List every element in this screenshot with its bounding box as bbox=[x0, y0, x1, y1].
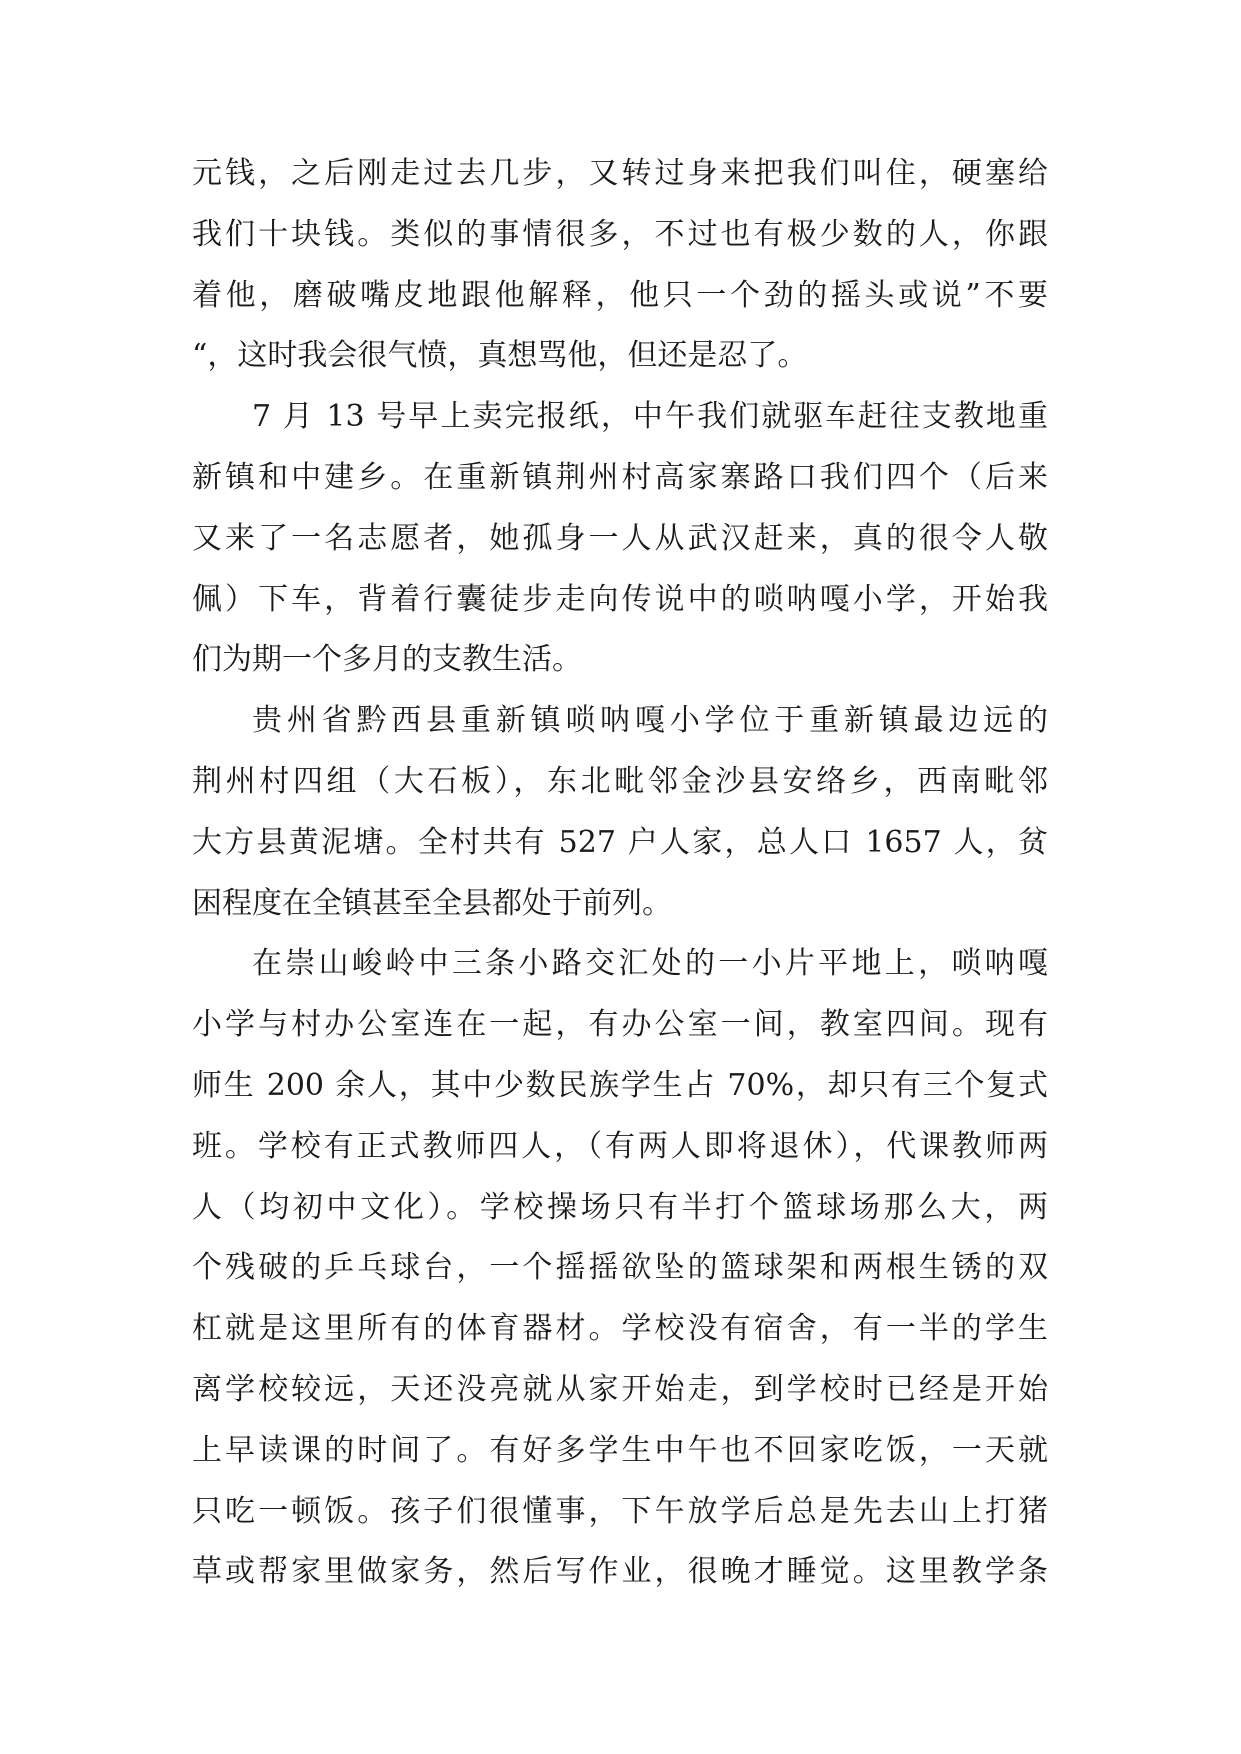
text-line: 大方县黄泥塘。全村共有 527 户人家，总人口 1657 人，贫 bbox=[192, 824, 1048, 860]
text-line: 又来了一名志愿者，她孤身一人从武汉赶来，真的很令人敬 bbox=[192, 520, 1048, 556]
text-line: 小学与村办公室连在一起，有办公室一间，教室四间。现有 bbox=[192, 1007, 1048, 1043]
text-line: 佩）下车，背着行囊徒步走向传说中的唢呐嘎小学，开始我 bbox=[192, 581, 1048, 617]
text-line: 在崇山峻岭中三条小路交汇处的一小片平地上，唢呐嘎 bbox=[252, 946, 1048, 982]
text-line: 离学校较远，天还没亮就从家开始走，到学校时已经是开始 bbox=[192, 1371, 1048, 1407]
text-line: 个残破的乒乓球台，一个摇摇欲坠的篮球架和两根生锈的双 bbox=[192, 1250, 1048, 1286]
paragraph bbox=[192, 934, 1048, 1603]
text-line: 人（均初中文化）。学校操场只有半打个篮球场那么大，两 bbox=[192, 1189, 1048, 1225]
text-line: “，这时我会很气愤，真想骂他，但还是忍了。 bbox=[192, 338, 808, 374]
text-line: 草或帮家里做家务，然后写作业，很晚才睡觉。这里教学条 bbox=[192, 1554, 1048, 1590]
text-line: 杠就是这里所有的体育器材。学校没有宿舍，有一半的学生 bbox=[192, 1311, 1048, 1347]
paragraph bbox=[192, 387, 1048, 691]
text-line: 7 月 13 号早上卖完报纸，中午我们就驱车赶往支教地重 bbox=[252, 399, 1048, 435]
text-line: 师生 200 余人，其中少数民族学生占 70%，却只有三个复式 bbox=[192, 1067, 1048, 1103]
text-line: 只吃一顿饭。孩子们很懂事，下午放学后总是先去山上打猪 bbox=[192, 1493, 1048, 1529]
text-line: 元钱，之后刚走过去几步，又转过身来把我们叫住，硬塞给 bbox=[192, 156, 1048, 191]
text-line: 荆州村四组（大石板），东北毗邻金沙县安络乡，西南毗邻 bbox=[192, 763, 1048, 799]
paragraph bbox=[192, 691, 1048, 934]
text-line: 班。学校有正式教师四人，（有两人即将退休），代课教师两 bbox=[192, 1128, 1048, 1164]
document-body bbox=[192, 144, 1048, 1603]
text-line: 困程度在全镇甚至全县都处于前列。 bbox=[192, 885, 672, 921]
text-line: 们为期一个多月的支教生活。 bbox=[192, 642, 582, 678]
text-line: 新镇和中建乡。在重新镇荆州村高家寨路口我们四个（后来 bbox=[192, 459, 1048, 495]
text-line: 贵州省黔西县重新镇唢呐嘎小学位于重新镇最边远的 bbox=[252, 703, 1048, 739]
text-line: 我们十块钱。类似的事情很多，不过也有极少数的人，你跟 bbox=[192, 216, 1048, 252]
text-line: 上早读课的时间了。有好多学生中午也不回家吃饭，一天就 bbox=[192, 1432, 1048, 1468]
paragraph bbox=[192, 144, 1048, 387]
text-line: 着他，磨破嘴皮地跟他解释，他只一个劲的摇头或说”不要 bbox=[192, 277, 1048, 313]
